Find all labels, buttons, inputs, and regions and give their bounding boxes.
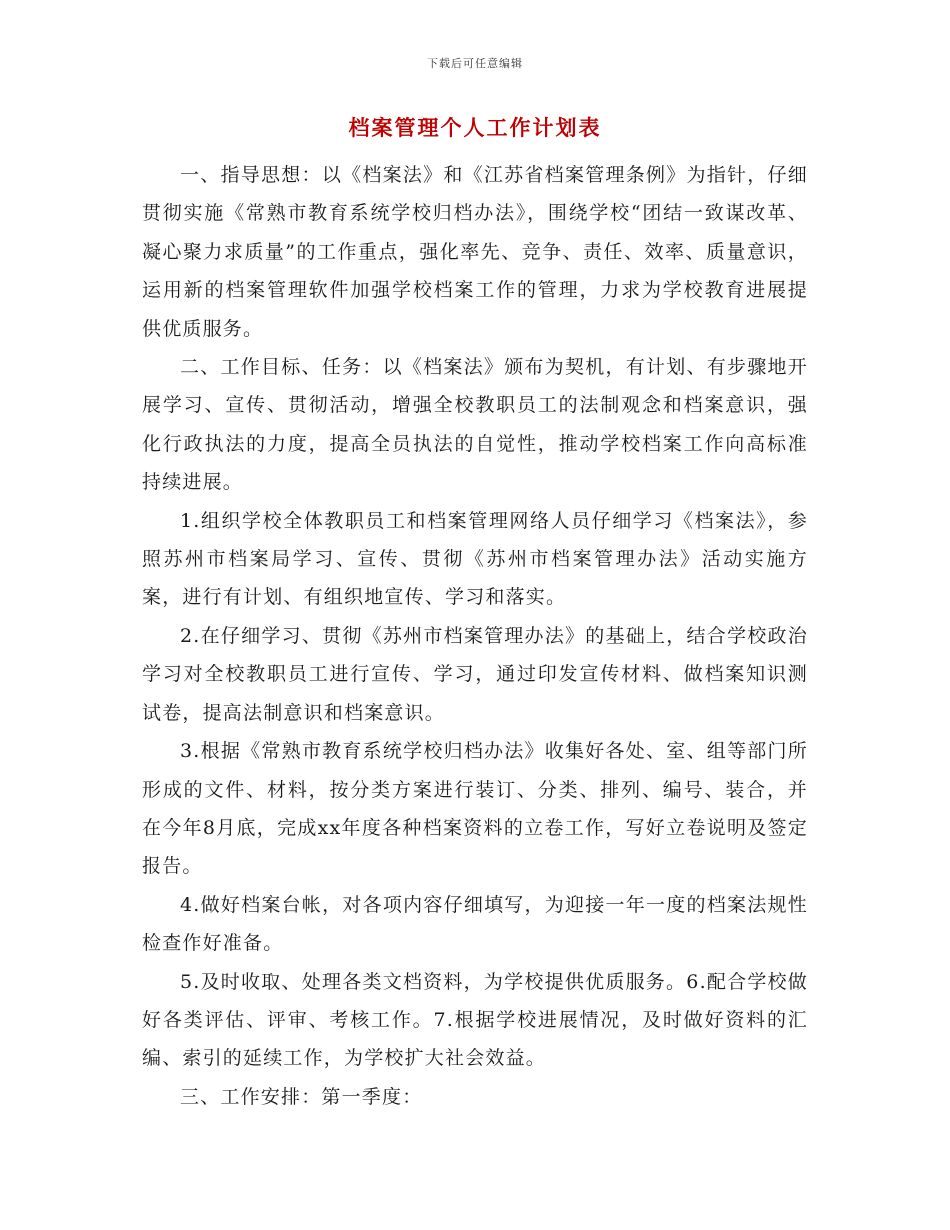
paragraph-items-5-7: 5.及时收取、处理各类文档资料，为学校提供优质服务。6.配合学校做好各类评估、评审、考核工作。7.根据学校进展情况，及时做好资料的汇编、索引的延续工作，为学校扩大社会效益。 (142, 970, 808, 1070)
header-note: 下载后可任意编辑 (427, 57, 523, 70)
paragraph-guiding-ideology: 一、指导思想：以《档案法》和《江苏省档案管理条例》为指针，仔细贯彻实施《常熟市教育系统学校归档办法》，围绕学校“团结一致谋改革、凝心聚力求质量”的工作重点，强化率先、竞争、责任、效率、质量意识，运用新的档案管理软件加强学校档案工作的管理，力求为学校教育进展提供优质服务。 (142, 164, 808, 340)
paragraph-item-1: 1.组织学校全体教职员工和档案管理网络人员仔细学习《档案法》，参照苏州市档案局学习、宣传、贯彻《苏州市档案管理办法》活动实施方案，进行有计划、有组织地宣传、学习和落实。 (142, 509, 808, 609)
document-title: 档案管理个人工作计划表 (348, 115, 602, 140)
paragraph-work-arrangement: 三、工作安排：第一季度： (180, 1085, 423, 1108)
paragraph-work-goals: 二、工作目标、任务：以《档案法》颁布为契机，有计划、有步骤地开展学习、宣传、贯彻活动，增强全校教职员工的法制观念和档案意识，强化行政执法的力度，提高全员执法的自觉性，推动学校档案工作向高标准持续进展。 (142, 356, 808, 494)
document-body (142, 156, 808, 1116)
paragraph-item-2: 2.在仔细学习、贯彻《苏州市档案管理办法》的基础上，结合学校政治学习对全校教职员工进行宣传、学习，通过印发宣传材料、做档案知识测试卷，提高法制意识和档案意识。 (142, 624, 808, 724)
paragraph-item-3: 3.根据《常熟市教育系统学校归档办法》收集好各处、室、组等部门所形成的文件、材料，按分类方案进行装订、分类、排列、编号、装合，并在今年8月底，完成xx年度各种档案资料的立卷工作，写好立卷说明及签定报告。 (142, 740, 808, 878)
paragraph-item-4: 4.做好档案台帐，对各项内容仔细填写，为迎接一年一度的档案法规性检查作好准备。 (142, 893, 808, 955)
